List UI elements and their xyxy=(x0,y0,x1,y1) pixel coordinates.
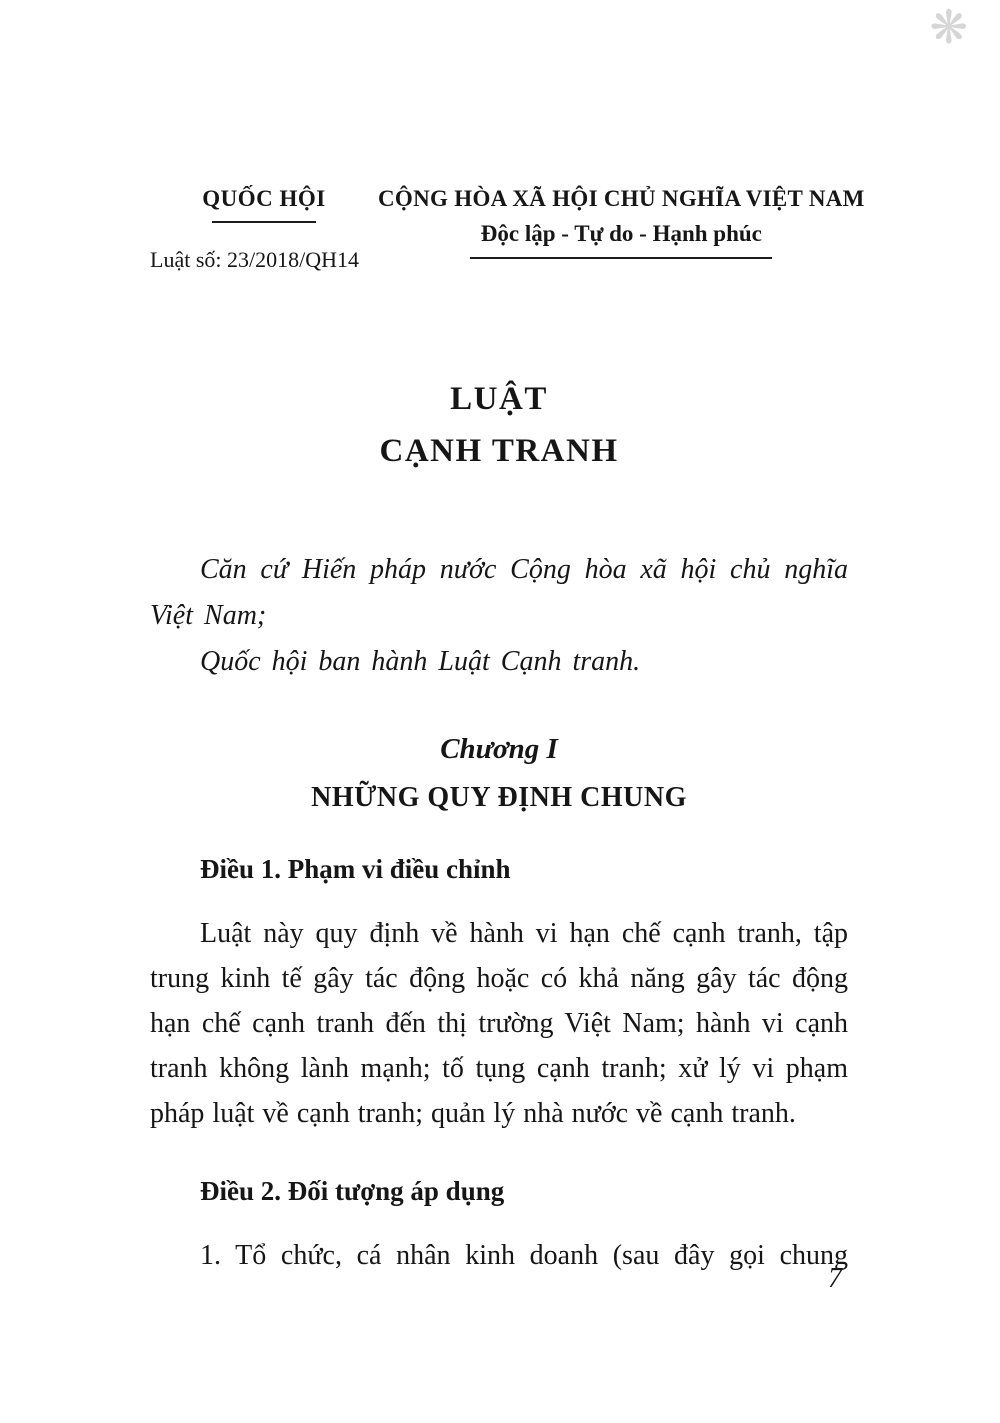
flower-asterisk-icon: ❋ xyxy=(929,0,968,54)
law-number: Luật số: 23/2018/QH14 xyxy=(150,247,359,272)
nation-motto: Độc lập - Tự do - Hạnh phúc xyxy=(480,221,762,246)
header-left-column xyxy=(150,186,378,273)
chapter-title: NHỮNG QUY ĐỊNH CHUNG xyxy=(311,782,687,813)
document-title xyxy=(150,373,848,477)
document-title-line2: CẠNH TRANH xyxy=(379,433,619,469)
org-name-underline xyxy=(212,221,316,223)
article-1-body: Luật này quy định về hành vi hạn chế cạnh tranh, tập trung kinh tế gây tác động hoặc có khả năng gây tác động hạn chế cạnh tranh đến thị trường Việt Nam; hành vi cạnh tranh không lành mạnh; tố tụng cạnh tranh; xử lý vi phạm pháp luật về cạnh tranh; quản lý nhà nước về cạnh tranh. xyxy=(150,918,848,1129)
header-right-column xyxy=(378,186,865,259)
preamble xyxy=(150,547,848,685)
article-2-clause-1: 1. Tổ chức, cá nhân kinh doanh (sau đây gọi chung xyxy=(200,1240,848,1271)
nation-title: CỘNG HÒA XÃ HỘI CHỦ NGHĨA VIỆT NAM xyxy=(378,186,865,211)
document-title-line1: LUẬT xyxy=(450,381,548,417)
article-1-heading: Điều 1. Phạm vi điều chỉnh xyxy=(200,854,511,884)
motto-underline xyxy=(470,257,772,259)
article-2-heading: Điều 2. Đối tượng áp dụng xyxy=(200,1176,505,1206)
preamble-basis: Căn cứ Hiến pháp nước Cộng hòa xã hội chủ nghĩa Việt Nam; xyxy=(150,554,848,631)
national-header xyxy=(150,186,865,273)
page-number: 7 xyxy=(828,1263,842,1294)
chapter-label: Chương I xyxy=(440,733,558,765)
chapter-heading xyxy=(150,733,848,814)
issuing-body-name: QUỐC HỘI xyxy=(202,186,326,211)
preamble-enactment: Quốc hội ban hành Luật Cạnh tranh. xyxy=(200,646,641,677)
